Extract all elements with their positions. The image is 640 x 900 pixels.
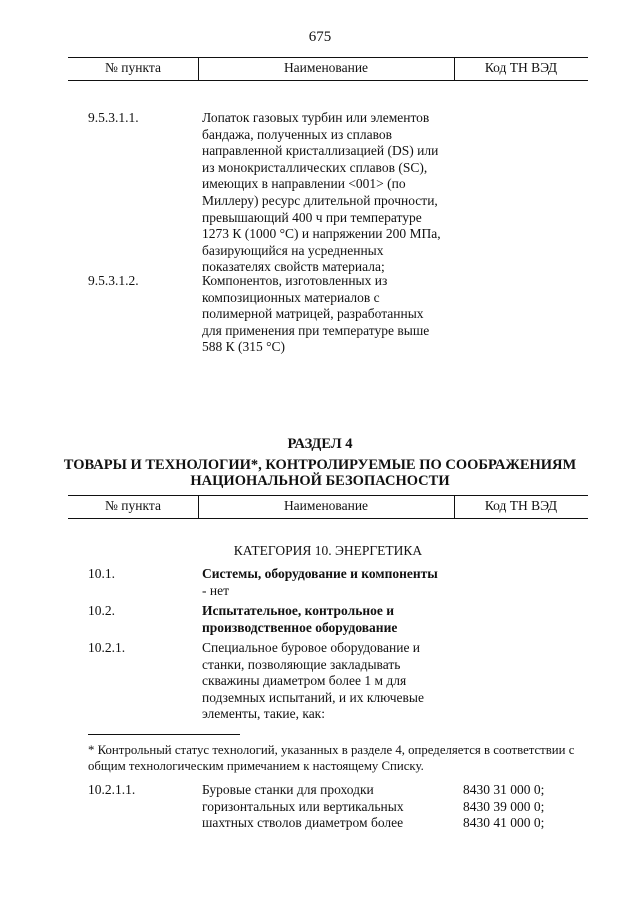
header-col-number: № пункта: [105, 60, 161, 75]
header-col-name: Наименование: [283, 498, 369, 513]
text-line: Испытательное, контрольное и: [202, 603, 395, 618]
text-line: подземных испытаний, и их ключевые: [202, 689, 424, 705]
header-col-code: Код ТН ВЭД: [484, 498, 558, 513]
item-description: [202, 110, 454, 276]
item-number: 10.2.: [88, 603, 115, 618]
header-col-number: № пункта: [105, 498, 161, 513]
text-line: Лопаток газовых турбин или элементов: [202, 110, 430, 125]
header-col-code: Код ТН ВЭД: [484, 60, 558, 75]
item-description: [202, 273, 454, 356]
text-line: Компонентов, изготовленных из: [202, 273, 388, 288]
text-line: базирующийся на усредненных: [202, 242, 384, 258]
item-description: [202, 603, 454, 636]
text-line: композиционных материалов с: [202, 289, 380, 305]
table-header: [68, 57, 588, 81]
page-number: 675: [308, 29, 332, 45]
item-number: 10.2.1.1.: [88, 782, 136, 797]
footnote: * Контрольный статус технологий, указанных в разделе 4, определяется в соответствии с общим технологическим примечанием к настоящему Списку.: [88, 743, 575, 773]
text-line: производственное оборудование: [202, 619, 398, 635]
text-line: Буровые станки для проходки: [202, 782, 374, 797]
table-header: [68, 495, 588, 519]
text-line: шахтных стволов диаметром более: [202, 815, 404, 831]
text-line: элементы, такие, как:: [202, 706, 325, 722]
tn-ved-code: 8430 39 000 0;: [463, 798, 545, 814]
text-line: показателях свойств материала;: [202, 259, 385, 275]
text-line: бандажа, полученных из сплавов: [202, 126, 393, 142]
text-line: - нет: [202, 582, 229, 598]
section-subtitle: ТОВАРЫ И ТЕХНОЛОГИИ*, КОНТРОЛИРУЕМЫЕ ПО СООБРАЖЕНИЯМ: [63, 457, 577, 473]
item-description: [202, 640, 454, 723]
header-col-name: Наименование: [283, 60, 369, 75]
tn-ved-code: 8430 31 000 0;: [463, 782, 545, 797]
item-description: [202, 566, 454, 599]
section-subtitle: НАЦИОНАЛЬНОЙ БЕЗОПАСНОСТИ: [190, 473, 450, 489]
text-line: станки, позволяющие закладывать: [202, 656, 401, 672]
category-title: КАТЕГОРИЯ 10. ЭНЕРГЕТИКА: [233, 543, 423, 558]
footnote-divider: [88, 734, 240, 735]
text-line: Специальное буровое оборудование и: [202, 640, 421, 655]
text-line: горизонтальных или вертикальных: [202, 798, 404, 814]
text-line: для применения при температуре выше: [202, 322, 430, 338]
item-description: [202, 782, 454, 832]
item-number: 9.5.3.1.1.: [88, 110, 139, 125]
item-number: 9.5.3.1.2.: [88, 273, 139, 288]
section-title: РАЗДЕЛ 4: [287, 436, 353, 452]
text-line: направленной кристаллизацией (DS) или: [202, 143, 439, 159]
item-number: 10.1.: [88, 566, 115, 581]
tn-ved-codes: [463, 782, 544, 832]
item-number: 10.2.1.: [88, 640, 126, 655]
tn-ved-code: 8430 41 000 0;: [463, 815, 545, 831]
text-line: превышающий 400 ч при температуре: [202, 209, 422, 225]
text-line: 1273 К (1000 °С) и напряжении 200 МПа,: [202, 226, 441, 242]
text-line: Миллеру) ресурс длительной прочности,: [202, 192, 438, 208]
text-line: из монокристаллических сплавов (SC),: [202, 159, 428, 175]
text-line: полимерной матрицей, разработанных: [202, 306, 424, 322]
text-line: Системы, оборудование и компоненты: [202, 566, 438, 581]
text-line: скважины диаметром более 1 м для: [202, 673, 407, 689]
text-line: имеющих в направлении <001> (по: [202, 176, 406, 192]
text-line: 588 К (315 °С): [202, 339, 286, 355]
